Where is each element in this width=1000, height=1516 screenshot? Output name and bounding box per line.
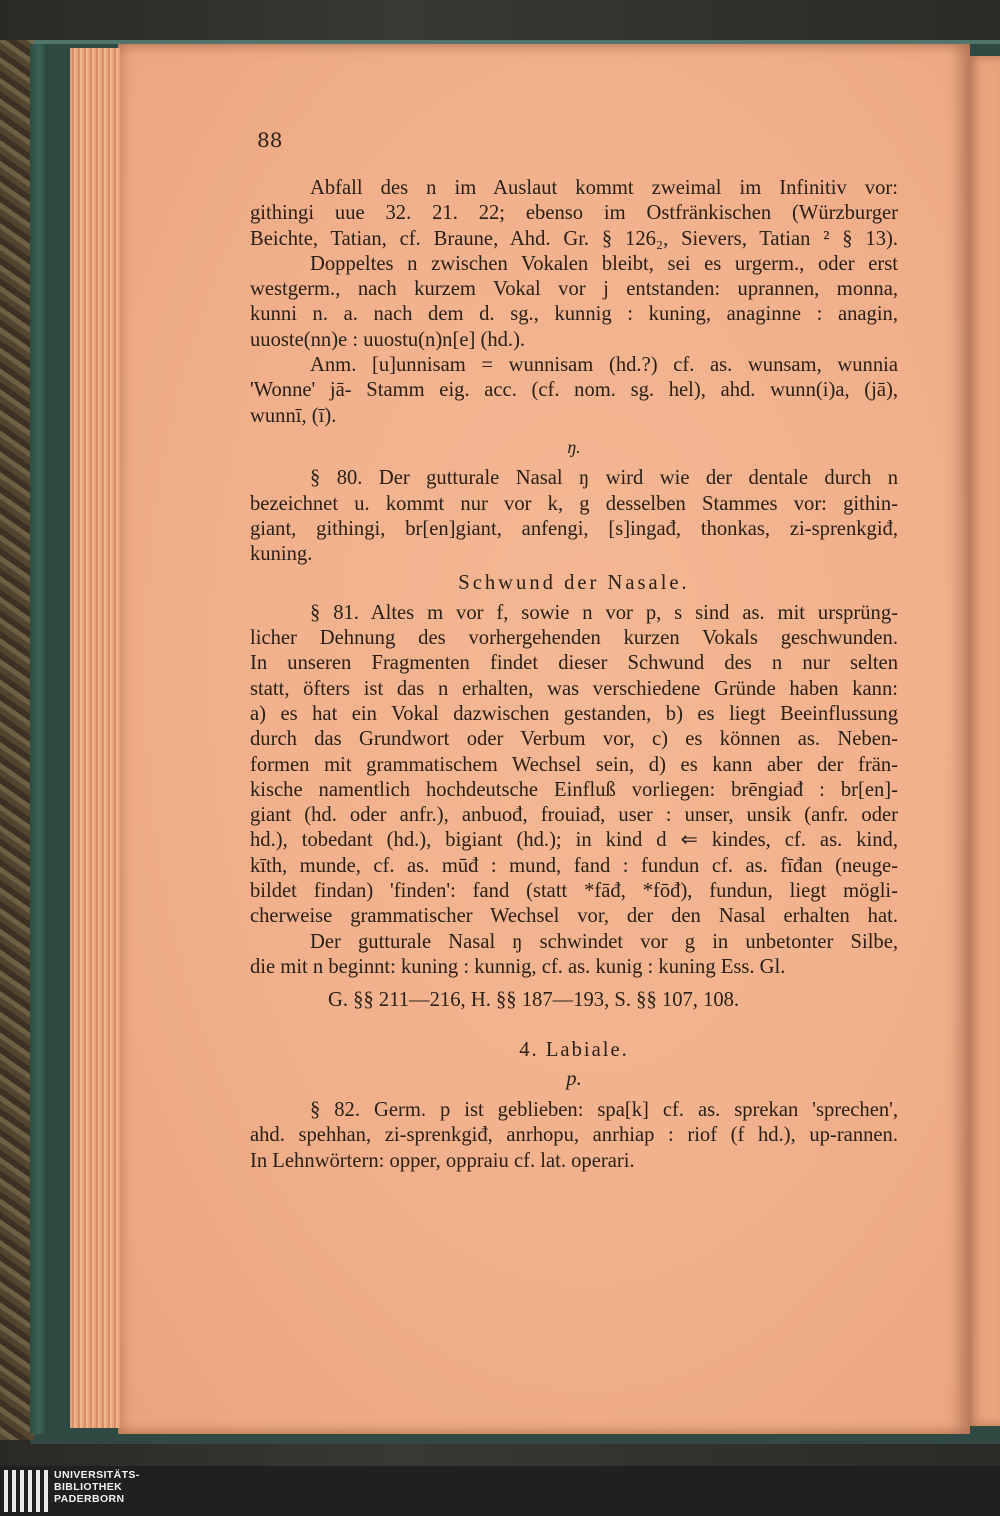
- text-line: westgerm., nach kurzem Vokal vor j entstanden: uprannen, monna,: [250, 278, 898, 301]
- library-name: [54, 1469, 140, 1505]
- text-line: § 81. Altes m vor f, sowie n vor p, s sind as. mit ursprüng-: [310, 601, 898, 624]
- section-heading-schwund: Schwund der Nasale.: [458, 572, 690, 595]
- text-line: hd.), tobedant (hd.), bigiant (hd.); in kind d ⇐ kindes, cf. as. kind,: [250, 829, 898, 852]
- section-heading-nasal: ŋ.: [567, 436, 581, 457]
- footer-bar: [0, 1466, 1000, 1516]
- page-text: [250, 176, 898, 1174]
- text-line: giant, githingi, br[en]giant, anfengi, [s]ingađ, thonkas, zi-sprenkgiđ,: [250, 517, 898, 540]
- text-line: Abfall des n im Auslaut kommt zweimal im Infinitiv vor:: [310, 177, 898, 199]
- library-name-line: UNIVERSITÄTS-: [54, 1469, 140, 1481]
- text-line: die mit n beginnt: kuning : kunnig, cf. as. kunig : kuning Ess. Gl.: [250, 955, 786, 978]
- next-page-edge: [966, 56, 1000, 1426]
- text-line: ahd. spehhan, zi-sprenkgiđ, anrhopu, anrhiap : riof (f hd.), up-rannen.: [250, 1124, 898, 1147]
- text-line: uuoste(nn)e : uuostu(n)n[e] (hd.).: [250, 328, 526, 351]
- library-name-line: PADERBORN: [54, 1493, 125, 1505]
- text-line: In unseren Fragmenten findet dieser Schwund des n nur selten: [250, 652, 898, 675]
- text-line: § 80. Der gutturale Nasal ŋ wird wie der dentale durch n: [310, 467, 898, 490]
- text-line: kuning.: [250, 543, 313, 566]
- text-line: cherweise grammatischer Wechsel vor, der den Nasal erhalten hat.: [250, 905, 898, 928]
- marbled-board: [0, 40, 34, 1440]
- cover-spine-strip: [30, 44, 48, 1434]
- text-line: githingi uue 32. 21. 22; ebenso im Ostfränkischen (Würzburger: [250, 202, 898, 225]
- text-line: a) es hat ein Vokal dazwischen gestanden, b) es liegt Beeinflussung: [250, 702, 898, 725]
- text-line: § 82. Germ. p ist geblieben: spa[k] cf. as. sprekan 'sprechen',: [310, 1099, 898, 1122]
- page-edges: [70, 48, 120, 1428]
- references-line: G. §§ 211—216, H. §§ 187—193, S. §§ 107, 108.: [328, 989, 740, 1012]
- page-number: 88: [257, 128, 283, 152]
- text-line: kische namentlich hochdeutsche Einfluß vorliegen: brēngiađ : br[en]-: [250, 778, 898, 801]
- text-line: giant (hd. oder anfr.), anbuođ, frouiađ, user : unser, unsik (anfr. oder: [250, 804, 898, 827]
- text-line: durch das Grundwort oder Verbum vor, c) es können as. Neben-: [250, 728, 898, 751]
- text-line: licher Dehnung des vorhergehenden kurzen Vokals geschwunden.: [250, 627, 898, 650]
- text-line: bildet findan) 'finden': fand (statt *fāđ, *fōđ), fundun, liegt mögli-: [250, 880, 898, 903]
- text-line: kunni n. a. nach dem d. sg., kunnig : kuning, anaginne : anagin,: [250, 303, 898, 326]
- text-line: statt, öfters ist das n erhalten, was verschiedene Gründe haben kann:: [250, 677, 898, 700]
- text-line: kīth, munde, cf. as. mūđ : mund, fand : fundun cf. as. fīđan (neuge-: [250, 854, 898, 877]
- text-line: Der gutturale Nasal ŋ schwindet vor g in unbetonter Silbe,: [310, 930, 898, 953]
- text-line: formen mit grammatischem Wechsel sein, d) es kann aber der frän-: [250, 753, 898, 776]
- text-line: bezeichnet u. kommt nur vor k, g desselben Stammes vor: githin-: [250, 492, 898, 515]
- section-heading-labiale: 4. Labiale.: [519, 1038, 629, 1061]
- note-line: Anm. [u]unnisam = wunnisam (hd.?) cf. as. wunsam, wunnia: [310, 354, 898, 377]
- library-logo-icon: [4, 1470, 48, 1512]
- note-line: 'Wonne' jā- Stamm eig. acc. (cf. nom. sg. hel), ahd. wunn(i)a, (jā),: [250, 379, 898, 402]
- text-line: Beichte, Tatian, cf. Braune, Ahd. Gr. § 126₂, Sievers, Tatian ² § 13).: [250, 227, 898, 250]
- note-line: wunnī, (ī).: [250, 404, 337, 427]
- section-heading-p: p.: [566, 1067, 582, 1090]
- text-line: Doppeltes n zwischen Vokalen bleibt, sei es urgerm., oder erst: [310, 252, 898, 275]
- text-line: In Lehnwörtern: opper, oppraiu cf. lat. operari.: [250, 1149, 635, 1172]
- library-name-line: BIBLIOTHEK: [54, 1481, 123, 1493]
